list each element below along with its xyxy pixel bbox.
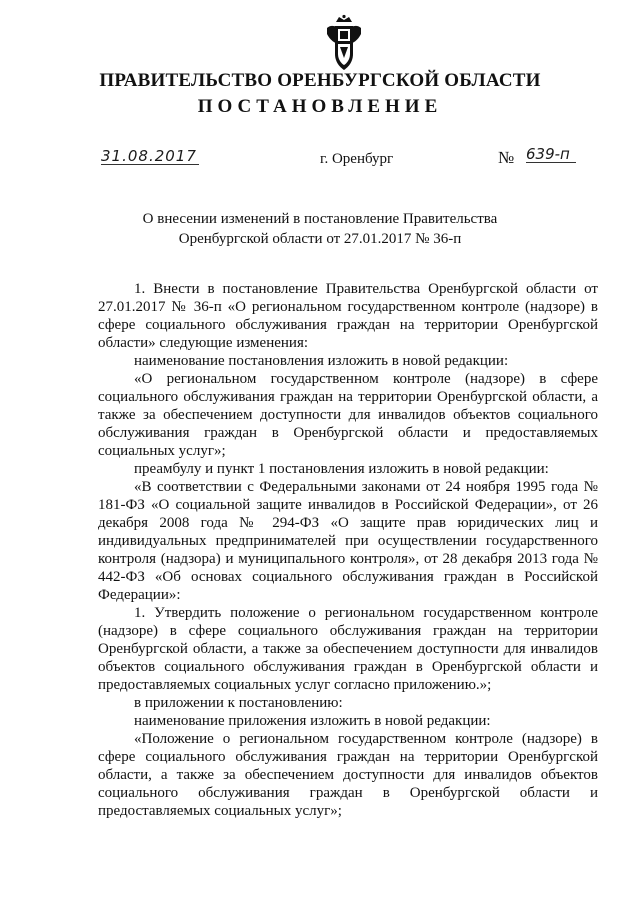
- body-paragraph: «В соответствии с Федеральными законами от 24 ноября 1995 года № 181-ФЗ «О социальной защите инвалидов в Российской Федерации», от 26 декабря 2008 года № 294-ФЗ «О защите прав юридических лиц и индивидуальных предпринимателей при осуществлении государственного контроля (надзора) и муниципального контроля», от 28 декабря 2013 года № 442-ФЗ «Об основах социального обслуживания граждан в Российской Федерации»:: [98, 479, 598, 603]
- subject-line: О внесении изменений в постановление Правительства: [142, 211, 498, 227]
- body-paragraph: 1. Утвердить положение о региональном государственном контроле (надзоре) в сфере социального обслуживания граждан на территории Оренбургской области, а также за обеспечением доступности для инвалидов объектов социального обслуживания граждан в Оренбургской области и предоставляемых социальных услуг согласно приложению.»;: [98, 605, 598, 693]
- body-paragraph: «Положение о региональном государственном контроле (надзоре) в сфере социального обслуживания граждан на территории Оренбургской области, а также за обеспечением доступности для инвалидов объектов социального обслуживания граждан в Оренбургской области и предоставляемых социальных услуг»;: [98, 731, 598, 819]
- body-paragraph: в приложении к постановлению:: [134, 695, 343, 711]
- document-date: 31.08.2017: [101, 147, 197, 165]
- number-label: №: [498, 148, 515, 167]
- document-type: ПОСТАНОВЛЕНИЕ: [197, 96, 443, 117]
- document-city: г. Оренбург: [320, 151, 394, 167]
- body-paragraph: наименование постановления изложить в новой редакции:: [134, 353, 509, 369]
- document-number: 639-п: [526, 146, 576, 163]
- body-paragraph: наименование приложения изложить в новой редакции:: [134, 713, 491, 729]
- body-paragraph: преамбулу и пункт 1 постановления изложить в новой редакции:: [134, 461, 549, 477]
- government-title: ПРАВИТЕЛЬСТВО ОРЕНБУРГСКОЙ ОБЛАСТИ: [99, 70, 541, 91]
- subject-line: Оренбургской области от 27.01.2017 № 36-п: [178, 231, 462, 247]
- document-body: [98, 280, 598, 820]
- coat-of-arms-icon: [323, 14, 365, 72]
- document-subject: [0, 209, 640, 249]
- body-paragraph: 1. Внести в постановление Правительства Оренбургской области от 27.01.2017 № 36-п «О региональном государственном контроле (надзоре) в сфере социального обслуживания граждан на территории Оренбургской области» следующие изменения:: [98, 281, 598, 351]
- body-paragraph: «О региональном государственном контроле (надзоре) в сфере социального обслуживания граждан на территории Оренбургской области, а также за обеспечением доступности для инвалидов объектов социального обслуживания граждан в Оренбургской области и предоставляемых социальных услуг»;: [98, 371, 598, 459]
